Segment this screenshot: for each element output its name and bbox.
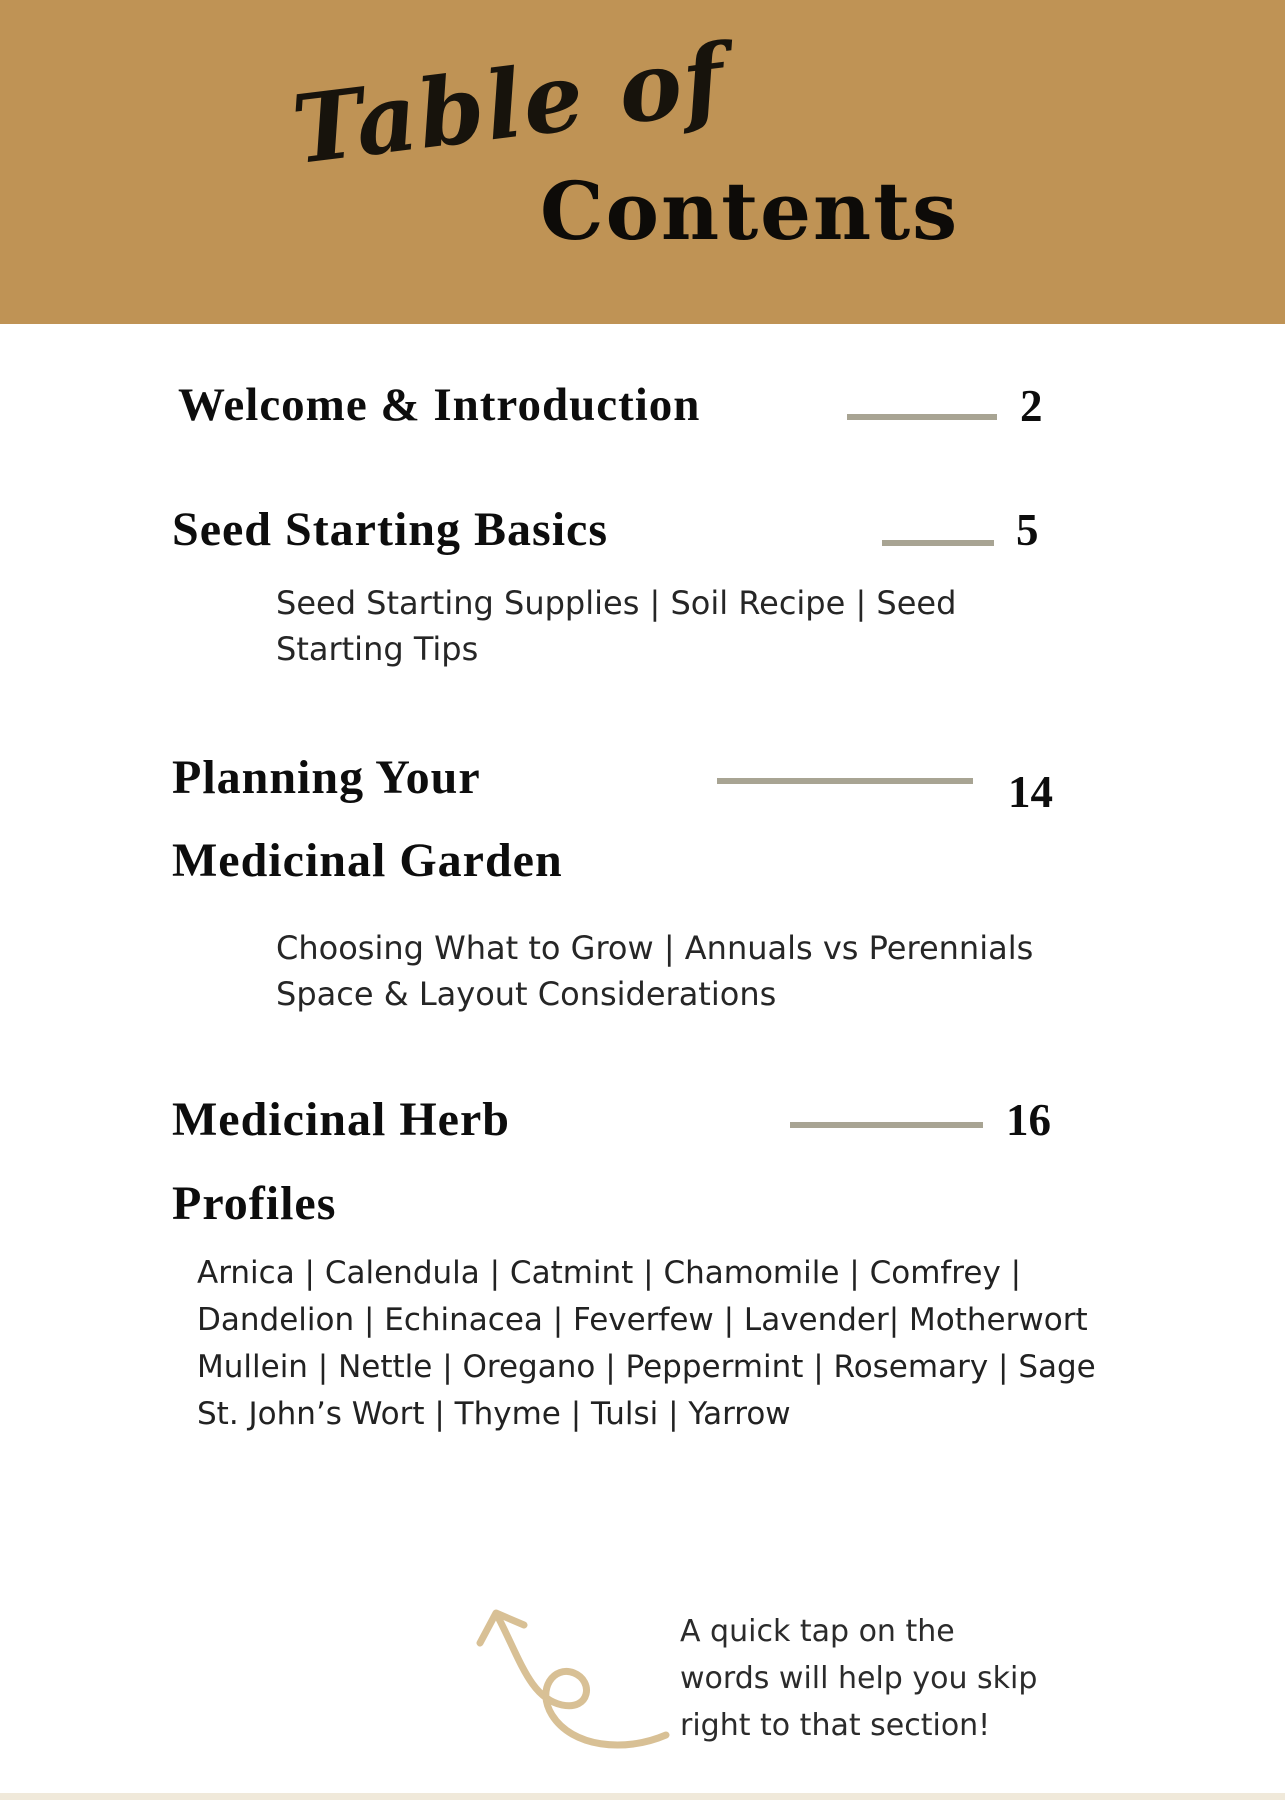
page-bottom-strip bbox=[0, 1793, 1285, 1800]
note-line: right to that section! bbox=[680, 1708, 991, 1743]
header-band bbox=[0, 0, 1285, 324]
tap-hint-note bbox=[680, 1608, 1037, 1749]
toc-heading-welcome[interactable]: Welcome & Introduction bbox=[178, 379, 701, 431]
leader-line bbox=[790, 1122, 983, 1128]
toc-heading-herb-line2[interactable]: Profiles bbox=[172, 1177, 337, 1230]
note-line: A quick tap on the bbox=[680, 1614, 955, 1649]
herb-list-line[interactable]: St. John’s Wort | Thyme | Tulsi | Yarrow bbox=[197, 1396, 791, 1432]
note-line: words will help you skip bbox=[680, 1661, 1038, 1696]
toc-page-number-planning[interactable]: 14 bbox=[1008, 767, 1053, 817]
herb-list-line[interactable]: Mullein | Nettle | Oregano | Peppermint | Rosemary | Sage bbox=[197, 1349, 1096, 1385]
subtitle-line[interactable]: Choosing What to Grow | Annuals vs Perennials bbox=[276, 929, 1034, 967]
toc-heading-planning-line2[interactable]: Medicinal Garden bbox=[172, 834, 563, 887]
toc-heading-herb-line1[interactable]: Medicinal Herb bbox=[172, 1093, 510, 1146]
toc-page-number-seed-starting[interactable]: 5 bbox=[1016, 505, 1039, 555]
header-main-title: Contents bbox=[540, 164, 960, 258]
subtitle-line[interactable]: Space & Layout Considerations bbox=[276, 975, 777, 1013]
curved-arrow-icon bbox=[468, 1583, 680, 1751]
subtitle-line[interactable]: Starting Tips bbox=[276, 630, 479, 668]
leader-line bbox=[847, 414, 997, 420]
toc-page-number-herb[interactable]: 16 bbox=[1006, 1095, 1051, 1145]
herb-list-line[interactable]: Arnica | Calendula | Catmint | Chamomile | Comfrey | bbox=[197, 1255, 1022, 1291]
toc-heading-seed-starting[interactable]: Seed Starting Basics bbox=[172, 503, 609, 556]
leader-line bbox=[717, 778, 973, 784]
toc-subtitle-herb-list[interactable] bbox=[197, 1250, 1096, 1438]
toc-subtitle-planning[interactable] bbox=[276, 925, 1033, 1017]
toc-subtitle-seed-starting[interactable] bbox=[276, 580, 956, 672]
toc-page-number-welcome[interactable]: 2 bbox=[1020, 381, 1043, 431]
header-script-title: Table of bbox=[286, 23, 733, 187]
leader-line bbox=[882, 540, 994, 546]
herb-list-line[interactable]: Dandelion | Echinacea | Feverfew | Lavender| Motherwort bbox=[197, 1302, 1088, 1338]
subtitle-line[interactable]: Seed Starting Supplies | Soil Recipe | Seed bbox=[276, 584, 957, 622]
toc-heading-planning-line1[interactable]: Planning Your bbox=[172, 751, 481, 804]
